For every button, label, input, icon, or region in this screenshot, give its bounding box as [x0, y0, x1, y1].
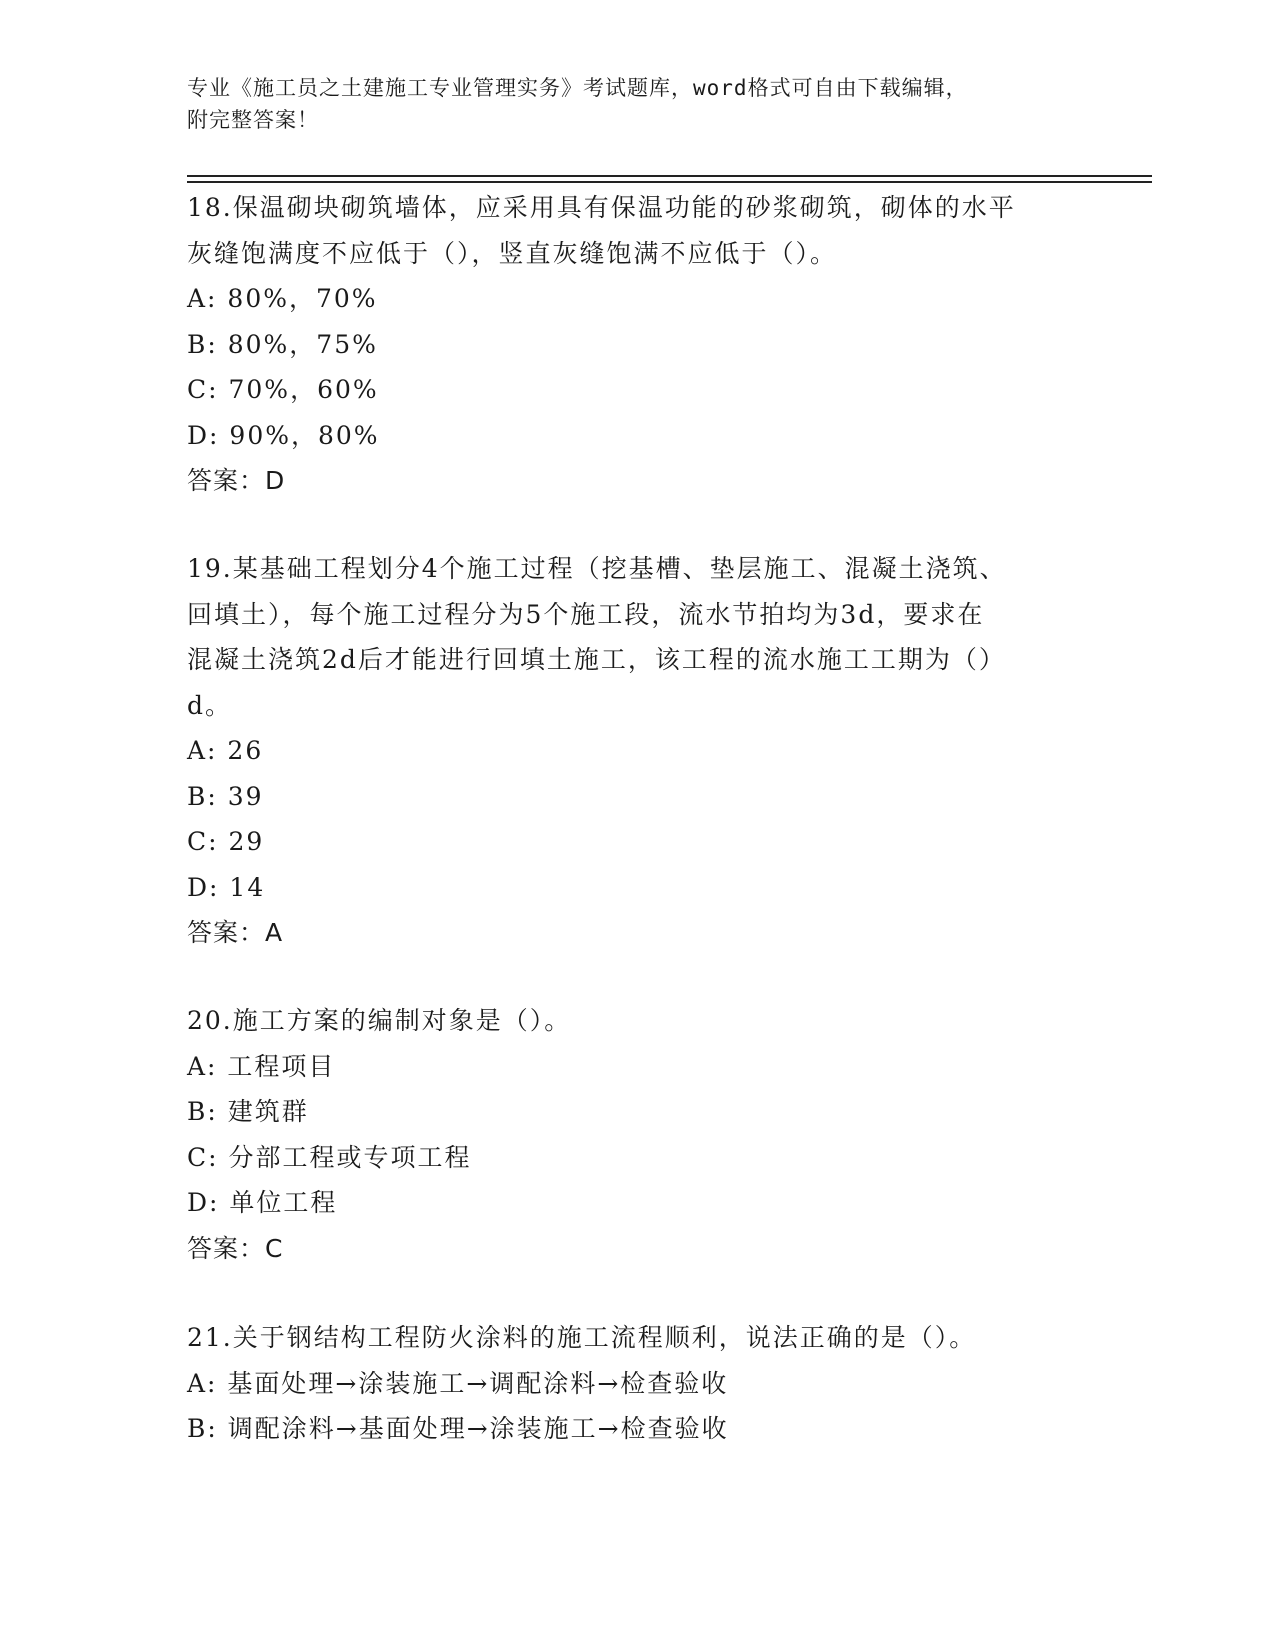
question-stem-line: 混凝土浇筑2d后才能进行回填土施工，该工程的流水施工工期为（）: [187, 645, 1006, 674]
option-a: A: 80%，70%: [187, 284, 378, 313]
header-divider-bottom: [187, 181, 1152, 183]
option-c: C: 70%，60%: [187, 375, 379, 404]
question-stem-line: 灰缝饱满度不应低于（），竖直灰缝饱满不应低于（）。: [187, 238, 838, 268]
header-line-1: 专业《施工员之土建施工专业管理实务》考试题库，word格式可自由下载编辑，: [187, 76, 968, 100]
answer: 答案：D: [187, 466, 286, 495]
header-divider-top: [187, 175, 1152, 177]
question-stem-line: 回填土），每个施工过程分为5个施工段，流水节拍均为3d，要求在: [187, 599, 985, 629]
question-18: [187, 185, 1087, 504]
answer: 答案：C: [187, 1233, 284, 1263]
question-stem-line: 18.保温砌块砌筑墙体，应采用具有保温功能的砂浆砌筑，砌体的水平: [187, 193, 1016, 222]
option-b: B: 80%，75%: [187, 329, 378, 359]
option-a: A: 基面处理→涂装施工→调配涂料→检查验收: [187, 1368, 729, 1398]
question-stem-line: 19.某基础工程划分4个施工过程（挖基槽、垫层施工、混凝土浇筑、: [187, 554, 1007, 583]
option-a: A: 26: [187, 736, 264, 765]
option-a: A: 工程项目: [187, 1051, 336, 1081]
option-c: C: 分部工程或专项工程: [187, 1142, 472, 1172]
option-b: B: 建筑群: [187, 1097, 309, 1126]
question-20: [187, 998, 1087, 1272]
option-d: D: 单位工程: [187, 1188, 338, 1217]
document-header: [187, 72, 1067, 136]
option-b: B: 调配涂料→基面处理→涂装施工→检查验收: [187, 1414, 729, 1443]
question-21: [187, 1315, 1087, 1452]
question-stem-line: 21.关于钢结构工程防火涂料的施工流程顺利，说法正确的是（）。: [187, 1323, 977, 1352]
option-c: C: 29: [187, 827, 265, 856]
question-stem-line: d。: [187, 690, 233, 720]
header-line-2: 附完整答案！: [187, 108, 319, 132]
option-d: D: 90%，80%: [187, 420, 380, 450]
option-b: B: 39: [187, 781, 264, 811]
answer: 答案：A: [187, 918, 284, 947]
option-d: D: 14: [187, 872, 266, 902]
question-stem-line: 20.施工方案的编制对象是（）。: [187, 1006, 572, 1035]
question-19: [187, 546, 1087, 956]
